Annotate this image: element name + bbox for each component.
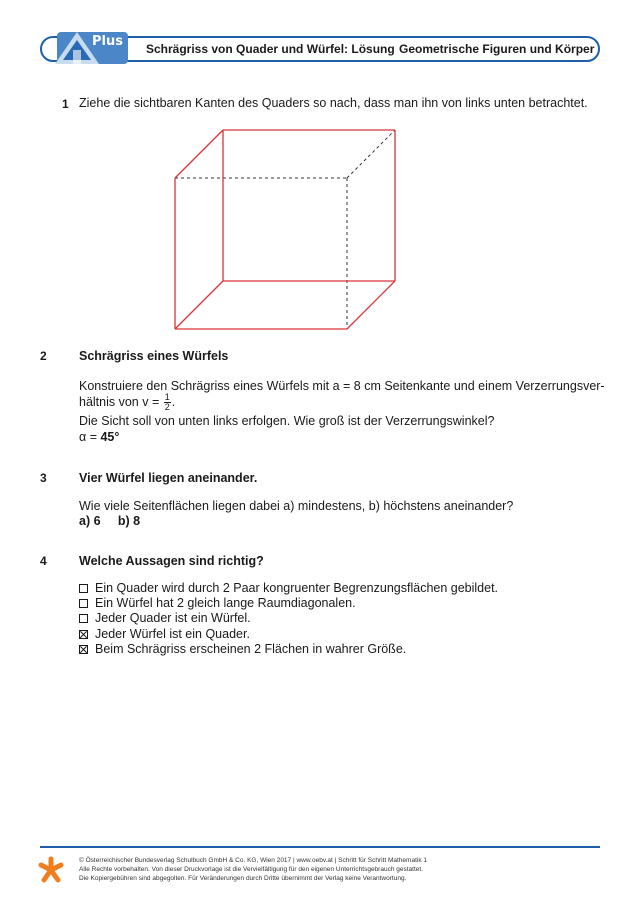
footer-divider bbox=[40, 846, 600, 848]
task2-line2-prefix: hältnis von v = bbox=[79, 394, 163, 409]
hidden-edge bbox=[347, 130, 395, 178]
cuboid-drawing bbox=[170, 125, 410, 340]
topic-title: Geometrische Figuren und Körper bbox=[399, 42, 595, 56]
fraction bbox=[164, 393, 171, 412]
footer-line1: © Österreichischer Bundesverlag Schulbuch GmbH & Co. KG, Wien 2017 | www.oebv.at | Schritt für Schritt Mathematik 1 bbox=[79, 857, 427, 864]
task3-answer: a) 6 b) 8 bbox=[79, 514, 141, 528]
task3-number: 3 bbox=[40, 471, 47, 485]
checkbox-checked-icon bbox=[79, 645, 88, 654]
statement-item bbox=[79, 595, 356, 611]
statement-item bbox=[79, 580, 498, 596]
visible-edge bbox=[175, 281, 223, 329]
checkbox-empty-icon bbox=[79, 614, 88, 623]
checkbox-checked-icon bbox=[79, 630, 88, 639]
statement-text: Jeder Würfel ist ein Quader. bbox=[95, 627, 250, 641]
footer-text bbox=[79, 856, 427, 883]
task2-number: 2 bbox=[40, 349, 47, 363]
task4-title: Welche Aussagen sind richtig? bbox=[79, 554, 264, 568]
statement-item bbox=[79, 626, 250, 642]
logo-text: Plus bbox=[92, 34, 123, 49]
checkbox-empty-icon bbox=[79, 599, 88, 608]
task3-text: Wie viele Seitenflächen liegen dabei a) mindestens, b) höchstens aneinander? bbox=[79, 499, 514, 513]
task2-line3: Die Sicht soll von unten links erfolgen. Wie groß ist der Verzerrungswinkel? bbox=[79, 414, 495, 428]
task2-line2-suffix: . bbox=[171, 394, 176, 409]
visible-edge bbox=[347, 281, 395, 329]
visible-edge bbox=[175, 130, 223, 178]
statement-text: Ein Würfel hat 2 gleich lange Raumdiagonalen. bbox=[95, 596, 356, 610]
task2-title: Schrägriss eines Würfels bbox=[79, 349, 229, 363]
task2-line2 bbox=[79, 393, 175, 412]
statement-text: Ein Quader wird durch 2 Paar kongruenter Begrenzungsflächen gebildet. bbox=[95, 581, 499, 595]
footer-line2: Alle Rechte vorbehalten. Von dieser Druckvorlage ist die Vervielfältigung für den eigenen Unterrichtsgebrauch gestattet. bbox=[79, 866, 423, 873]
publisher-star-icon bbox=[38, 856, 64, 884]
statement-item bbox=[79, 610, 251, 626]
answer-prefix: α = bbox=[79, 430, 101, 444]
task3-title: Vier Würfel liegen aneinander. bbox=[79, 471, 258, 485]
task2-answer: 45° bbox=[100, 430, 120, 444]
footer-line3: Die Kopiergebühren sind abgegolten. Für Veränderungen durch Dritte übernimmt der Verlag keine Verantwortung. bbox=[79, 875, 407, 882]
page-title: Schrägriss von Quader und Würfel: Lösung bbox=[146, 42, 395, 56]
statement-text: Jeder Quader ist ein Würfel. bbox=[95, 611, 251, 625]
task4-number: 4 bbox=[40, 554, 47, 568]
fraction-numerator: 1 bbox=[164, 392, 170, 402]
task2-answer-line bbox=[79, 429, 119, 445]
statement-text: Beim Schrägriss erscheinen 2 Flächen in wahrer Größe. bbox=[95, 642, 407, 656]
statement-item bbox=[79, 641, 406, 657]
fraction-denominator: 2 bbox=[164, 402, 170, 412]
task2-line1: Konstruiere den Schrägriss eines Würfels mit a = 8 cm Seitenkante und einem Verzerrungsver- bbox=[79, 379, 605, 393]
checkbox-empty-icon bbox=[79, 584, 88, 593]
task1-number: 1 bbox=[62, 97, 69, 111]
task1-text: Ziehe die sichtbaren Kanten des Quaders so nach, dass man ihn von links unten betrachtet. bbox=[79, 96, 588, 110]
